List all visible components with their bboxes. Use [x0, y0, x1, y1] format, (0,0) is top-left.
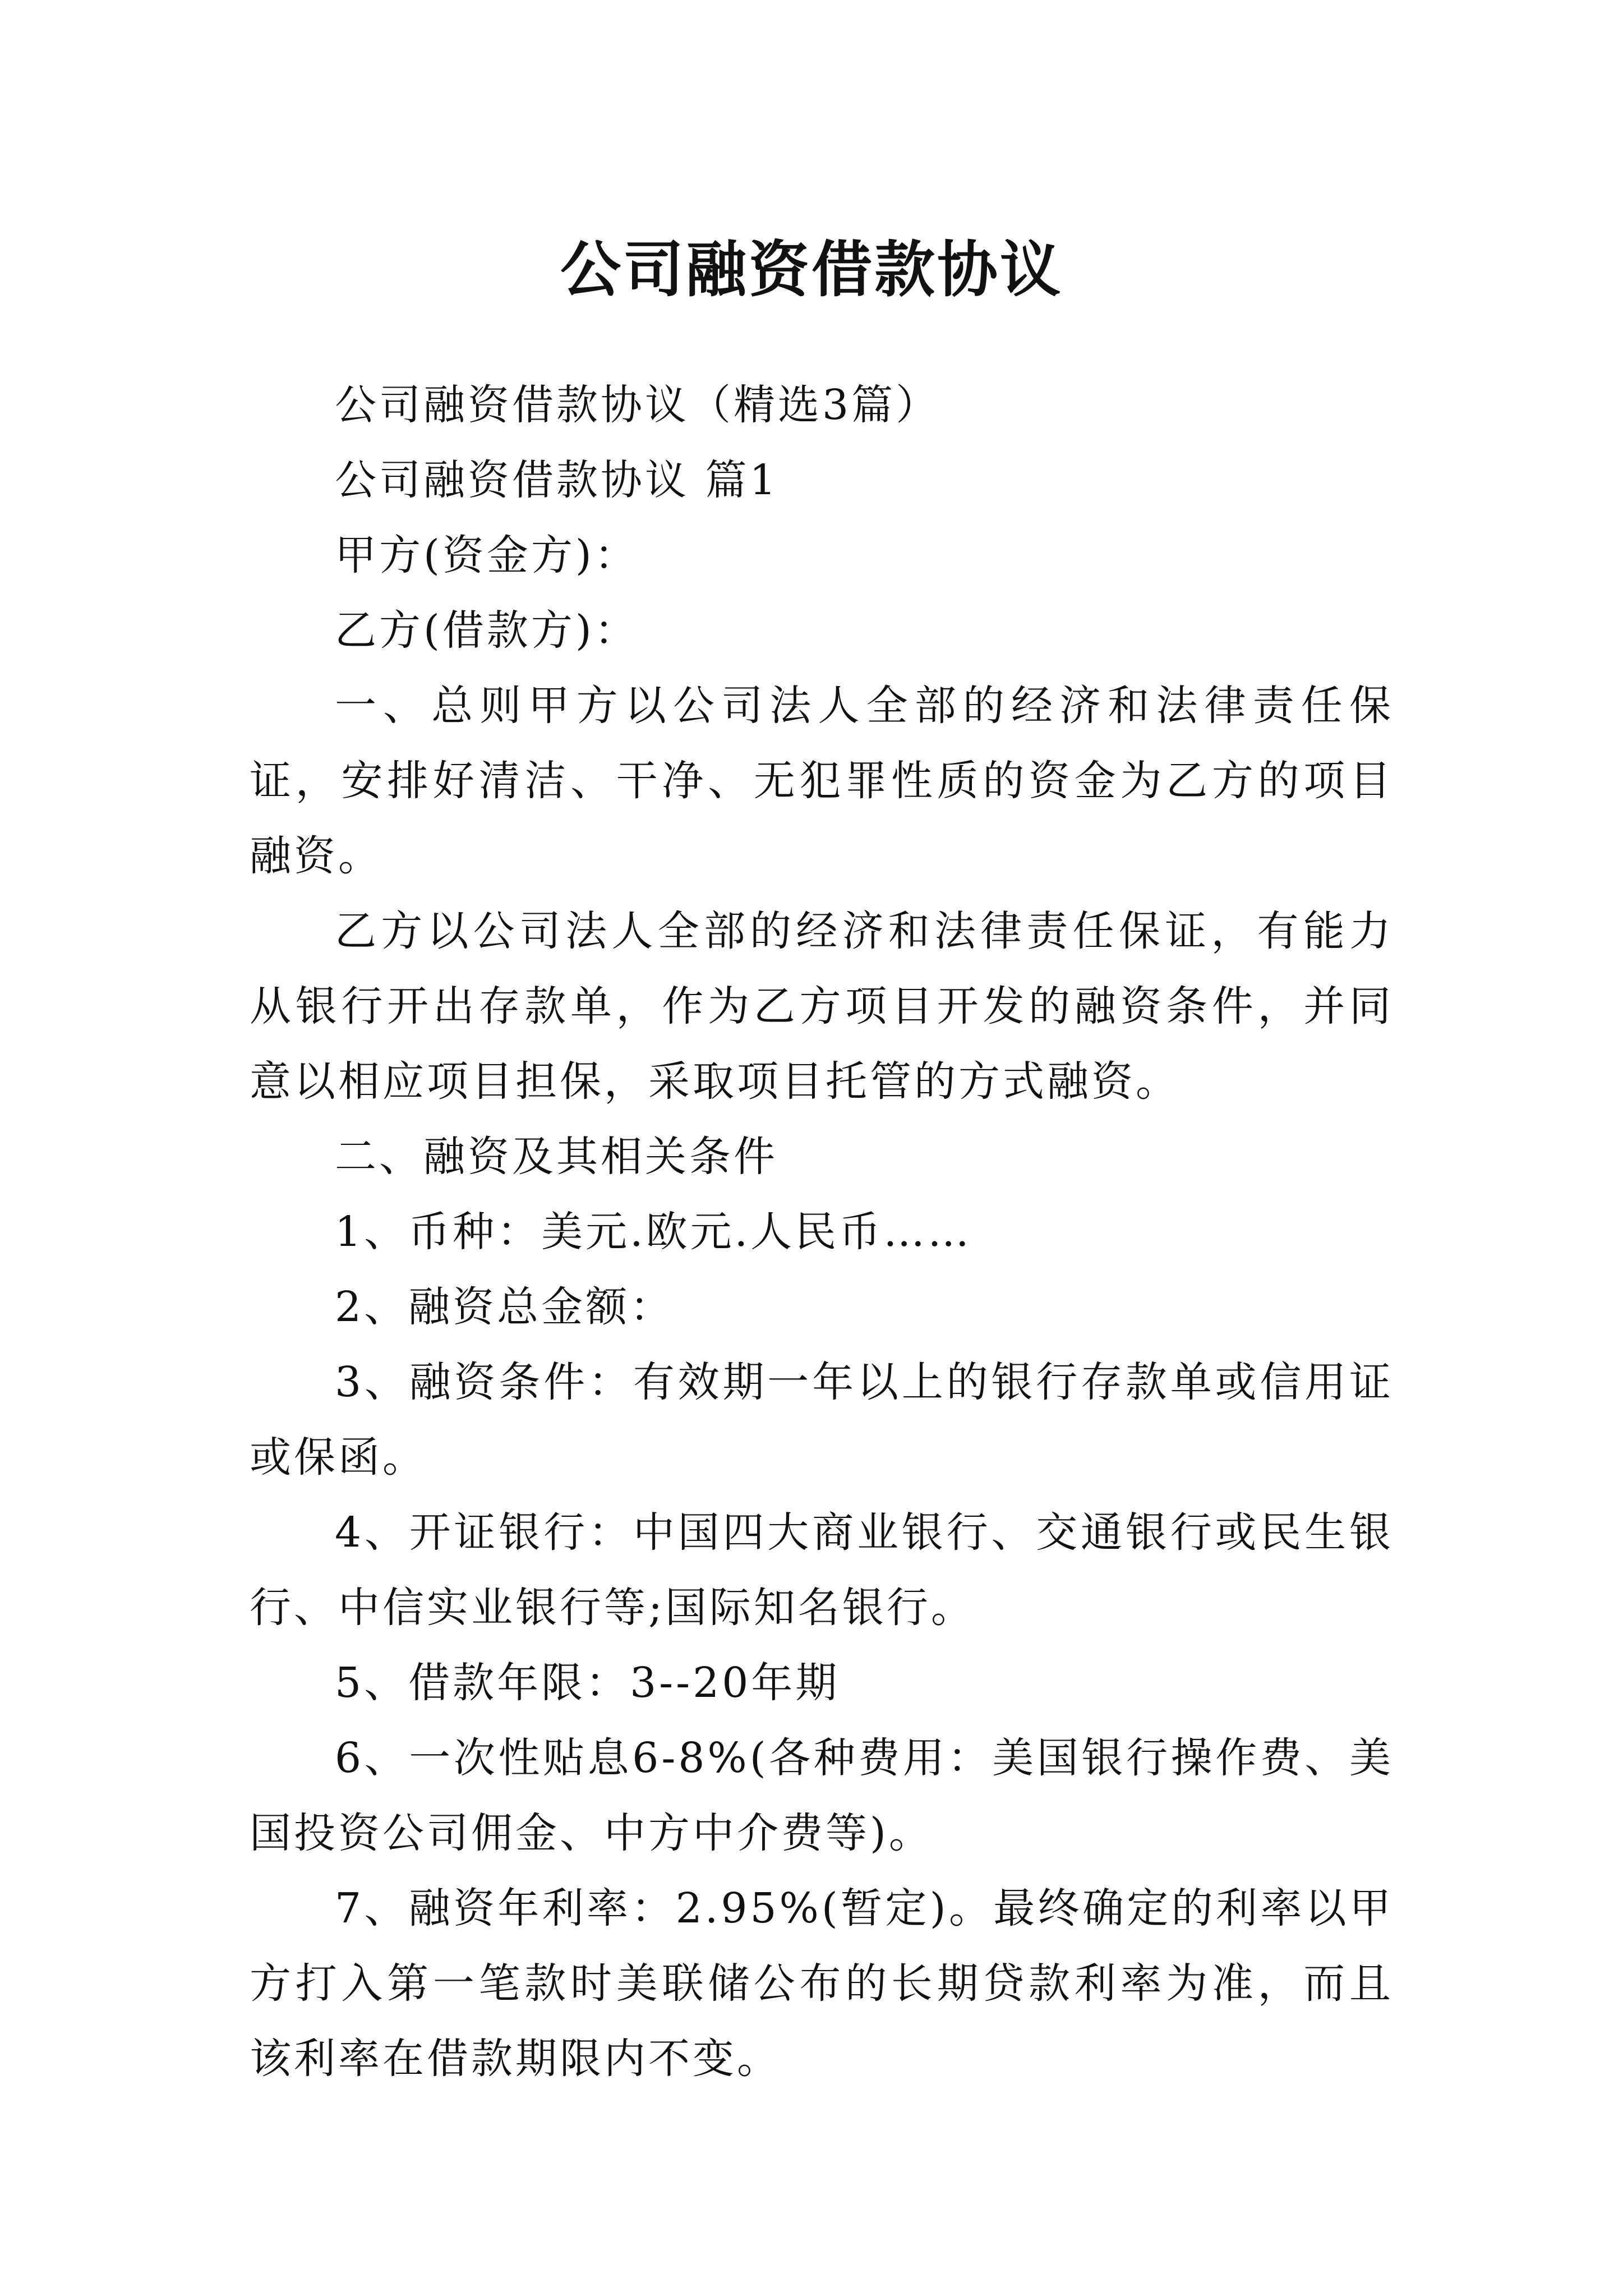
paragraph-general-provisions: 一、总则甲方以公司法人全部的经济和法律责任保证，安排好清洁、干净、无犯罪性质的资金为乙方的项目融资。 — [250, 682, 1394, 880]
paragraph-loan-term: 5、借款年限：3--20年期 — [335, 1659, 840, 1707]
paragraph-party-a: 甲方(资金方)： — [335, 531, 639, 579]
paragraph-currency: 1、币种：美元.欧元.人民币…… — [335, 1208, 972, 1256]
paragraph-financing-conditions-heading: 二、融资及其相关条件 — [335, 1133, 778, 1181]
paragraph-interest-rate: 7、融资年利率：2.95%(暂定)。最终确定的利率以甲方打入第一笔款时美联储公布的长期贷款利率为准，而且该利率在借款期限内不变。 — [250, 1884, 1394, 2083]
paragraph-discount-fee: 6、一次性贴息6-8%(各种费用：美国银行操作费、美国投资公司佣金、中方中介费等)。 — [250, 1734, 1394, 1857]
paragraph-subtitle: 公司融资借款协议（精选3篇） — [335, 381, 940, 429]
paragraph-financing-terms: 3、融资条件：有效期一年以上的银行存款单或信用证或保函。 — [250, 1358, 1394, 1481]
document-body — [250, 367, 1394, 2096]
paragraph-total-amount: 2、融资总金额： — [335, 1283, 675, 1331]
document-title: 公司融资借款协议 — [560, 235, 1063, 306]
paragraph-party-b: 乙方(借款方)： — [335, 606, 639, 655]
paragraph-issuing-bank: 4、开证银行：中国四大商业银行、交通银行或民生银行、中信实业银行等;国际知名银行。 — [250, 1508, 1394, 1632]
paragraph-party-b-guarantee: 乙方以公司法人全部的经济和法律责任保证，有能力从银行开出存款单，作为乙方项目开发的融资条件，并同意以相应项目担保，采取项目托管的方式融资。 — [250, 907, 1394, 1106]
paragraph-section-heading: 公司融资借款协议 篇1 — [335, 456, 779, 504]
